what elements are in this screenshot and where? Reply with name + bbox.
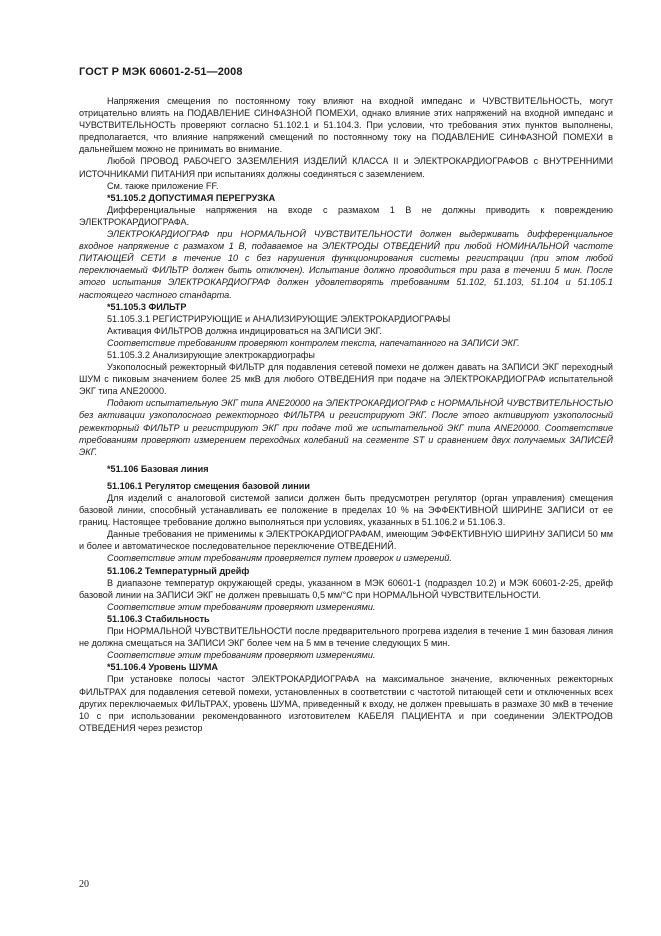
paragraph: Любой ПРОВОД РАБОЧЕГО ЗАЗЕМЛЕНИЯ ИЗДЕЛИЙ КЛАССА II и ЭЛЕКТРОКАРДИОГРАФОВ с ВНУТРЕННИМИ ИСТОЧНИКАМИ ПИТАНИЯ при испытаниях должны соединяться с заземлением. [79,156,613,179]
section-heading: *51.106 Базовая линия [107,463,209,474]
compliance-note: Соответствие требованиям проверяют контролем текста, напечатанного на ЗАПИСИ ЭКГ. [107,337,520,348]
subsection-heading: 51.105.3.2 Анализирующие электрокардиографы [107,349,315,360]
paragraph: Напряжения смещения по постоянному току влияют на входной импеданс и ЧУВСТВИТЕЛЬНОСТЬ, могут отрицательно влиять на ПОДАВЛЕНИЕ СИНФАЗНОЙ ПОМЕХИ, однако влияние этих напряжений на входной импеданс и ЧУВСТВИТЕЛЬНОСТЬ проверяют согласно 51.102.1 и 51.104.3. При условии, что требования этих пунктов выполнены, предполагается, что влияние напряжений смещений по постоянному току на ПОДАВЛЕНИЕ СИНФАЗНОЙ ПОМЕХИ в дальнейшем можно не принимать во внимание. [79,96,613,155]
page-number: 20 [79,879,89,890]
paragraph: Активация ФИЛЬТРОВ должна индицироваться на ЗАПИСИ ЭКГ. [107,325,382,336]
paragraph: См. также приложение FF. [107,180,219,191]
section-heading: *51.105.3 ФИЛЬТР [107,301,187,312]
paragraph: Данные требования не применимы к ЭЛЕКТРОКАРДИОГРАФАМ, имеющим ЭФФЕКТИВНУЮ ШИРИНУ ЗАПИСИ 50 мм и более и автоматическое последовательное переключение ОТВЕДЕНИЙ. [79,529,613,552]
section-heading: *51.105.2 ДОПУСТИМАЯ ПЕРЕГРУЗКА [107,192,276,203]
paragraph: В диапазоне температур окружающей среды, указанном в МЭК 60601-1 (подраздел 10.2) и МЭК 60601-2-25, дрейф базовой линии на ЗАПИСИ ЭКГ не должен превышать 0,5 мм/°C при НОРМАЛЬНОЙ ЧУВСТВИТЕЛЬНОСТИ. [79,577,613,600]
paragraph: Для изделий с аналоговой системой записи должен быть предусмотрен регулятор (орган управления) смещения базовой линии, способный устанавливать ее положение в пределах 10 % на ЭФФЕКТИВНОЙ ШИРИНЕ ЗАПИСИ от ее границ. Настоящее требование должно выполняться при условиях, указанных в 51.106.2 и 51.106.3. [79,493,613,528]
paragraph: При установке полосы частот ЭЛЕКТРОКАРДИОГРАФА на максимальное значение, включенных режекторных ФИЛЬТРАХ для подавления сетевой помехи, установленных в соответствии с частотой питающей сети и отключенных всех других переключаемых ФИЛЬТРАХ, уровень ШУМА, приведенный к входу, не должен превышать в размахе 30 мкВ в течение 10 с при использовании рекомендованного изготовителем КАБЕЛЯ ПАЦИЕНТА и при соединении ЭЛЕКТРОДОВ ОТВЕДЕНИЯ через резистор [79,674,613,733]
compliance-note: Соответствие этим требованиям проверяется путем проверок и измерений. [107,553,452,564]
subsection-heading: 51.105.3.1 РЕГИСТРИРУЮЩИЕ и АНАЛИЗИРУЮЩИЕ ЭЛЕКТРОКАРДИОГРАФЫ [107,313,451,324]
compliance-note: Соответствие этим требованиям проверяют измерениями. [107,650,376,661]
subsection-heading: 51.106.3 Стабильность [107,613,210,624]
paragraph: Дифференциальные напряжения на входе с размахом 1 В не должны приводить к повреждению ЭЛЕКТРОКАРДИОГРАФА. [79,204,613,227]
document-header: ГОСТ Р МЭК 60601-2-51—2008 [79,66,243,78]
compliance-note: Соответствие этим требованиям проверяют измерениями. [107,601,376,612]
paragraph: При НОРМАЛЬНОЙ ЧУВСТВИТЕЛЬНОСТИ после предварительного прогрева изделия в течение 1 мин базовая линия не должна смещаться на ЗАПИСИ ЭКГ более чем на 5 мм в течение следующих 5 мин. [79,626,613,649]
document-body [79,95,613,734]
paragraph: Узкополосный режекторный ФИЛЬТР для подавления сетевой помехи не должен давать на ЗАПИСИ ЭКГ переходный ШУМ с пиковым значением более 25 мкВ для любого ОТВЕДЕНИЯ при подаче на ЭЛЕКТРОКАРДИОГРАФ испытательной ЭКГ типа ANE20000. [79,362,613,397]
subsection-heading: *51.106.4 Уровень ШУМА [107,662,218,673]
compliance-note: Подают испытательную ЭКГ типа ANE20000 на ЭЛЕКТРОКАРДИОГРАФ с НОРМАЛЬНОЙ ЧУВСТВИТЕЛЬНОСТЬЮ без активации узкополосного режекторного ФИЛЬТРА и регистрируют ЭКГ. После этого активируют узкополосный режекторный ФИЛЬТР и регистрируют ЭКГ при подаче той же испытательной ЭКГ типа ANE20000. Соответствие требованиям проверяют измерением переходных колебаний на сегменте ST и сравнением двух получаемых ЗАПИСЕЙ ЭКГ. [79,398,613,457]
compliance-note: ЭЛЕКТРОКАРДИОГРАФ при НОРМАЛЬНОЙ ЧУВСТВИТЕЛЬНОСТИ должен выдерживать дифференциальное входное напряжение с размахом 1 В, подаваемое на ЭЛЕКТРОДЫ ОТВЕДЕНИЙ при любой НОМИНАЛЬНОЙ частоте ПИТАЮЩЕЙ СЕТИ в течение 10 с без нарушения функционирования системы регистрации (при этом любой переключаемый ФИЛЬТР должен быть отключен). Испытание должно проводиться три раза в течении 5 мин. После этого испытания ЭЛЕКТРОКАРДИОГРАФ должен удовлетворять требованиям 51.102, 51.103, 51.104 и 51.105.1 настоящего частного стандарта. [79,229,613,300]
subsection-heading: 51.106.2 Температурный дрейф [107,565,250,576]
subsection-heading: 51.106.1 Регулятор смещения базовой линии [107,480,310,491]
